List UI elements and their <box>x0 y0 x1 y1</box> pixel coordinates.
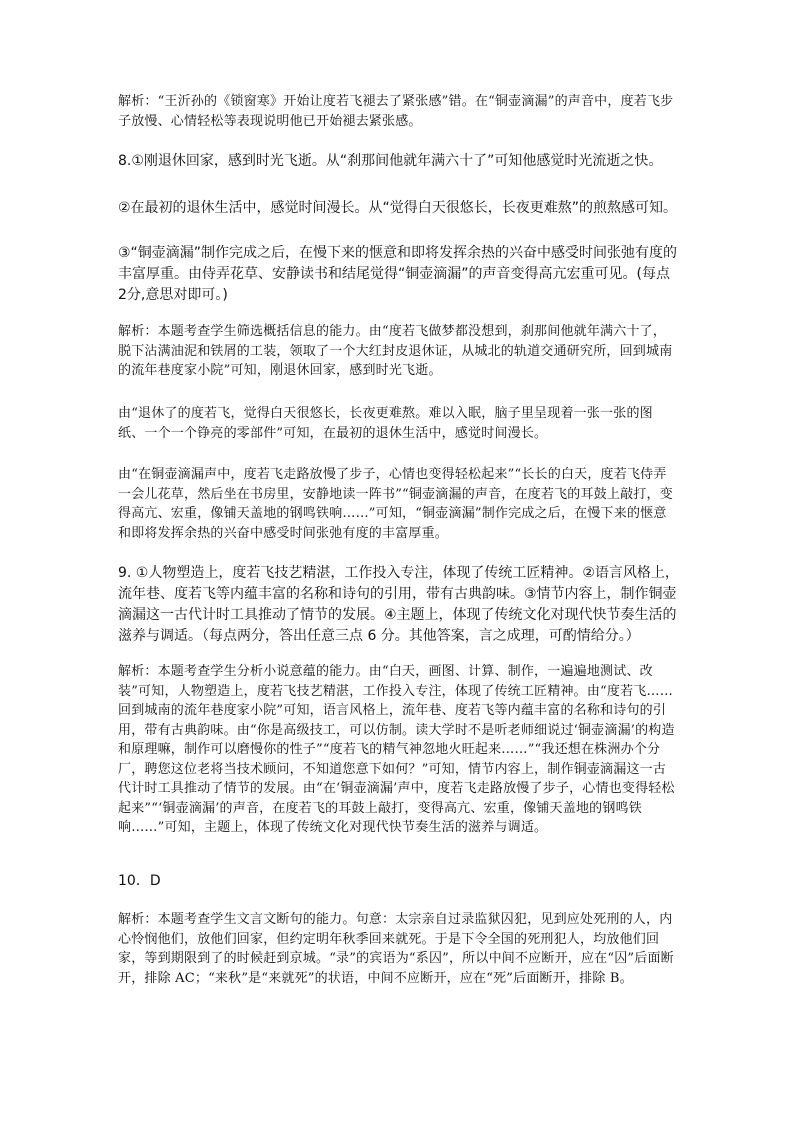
explanation-8-part-2: 由“退休了的度若飞，觉得白天很悠长，长夜更难熬。难以入眠，脑子里呈现着一张一张的图纸、一个一个铮亮的零部件”可知，在最初的退休生活中，感觉时间漫长。 <box>118 406 653 441</box>
explanation-9: 解析：本题考查学生分析小说意蕴的能力。由“白天，画图、计算、制作，一遍遍地测试、改装”可知，人物塑造上，度若飞技艺精湛，工作投入专注，体现了传统工匠精神。由“度若飞……回到城南的流年巷度家小院”可知，语言风格上，流年巷、度若飞等内蕴丰富的名称和诗句的引用，带有古典韵味。由“你是高级技工，可以仿制。读大学时不是听老师细说过‘铜壶滴漏’的构造和原理嘛，制作可以磨慢你的性子”“度若飞的精气神忽地火旺起来……”“我还想在株洲办个分厂，聘您这位老将当技术顾问，不知道您意下如何？”可知，情节内容上，制作铜壶滴漏这一古代计时工具推动了情节的发展。由“在‘铜壶滴漏’声中，度若飞走路放慢了步子，心情也变得轻松起来”“‘铜壶滴漏’的声音，在度若飞的耳鼓上敲打，变得高亢、宏重，像铺天盖地的钢鸣铁响……”可知，主题上，体现了传统文化对现代快节奏生活的滋养与调适。 <box>118 664 675 835</box>
explanation-8-part-3: 由“在铜壶滴漏声中，度若飞走路放慢了步子，心情也变得轻松起来”“长长的白天，度若飞侍弄一会儿花草，然后坐在书房里，安静地读一阵书”“铜壶滴漏的声音，在度若飞的耳鼓上敲打，变得高亢、宏重，像铺天盖地的钢鸣铁响……”可知，“铜壶滴漏”制作完成之后，在慢下来的惬意和即将发挥余热的兴奋中感受时间张弛有度的丰富厚重。 <box>118 467 673 541</box>
explanation-10: 解析：本题考查学生文言文断句的能力。句意：太宗亲自过录监狱囚犯，见到应处死刑的人，内心怜悯他们，放他们回家，但约定明年秋季回来就死。于是下令全国的死刑犯人，均放他们回家，等到期限到了的时候赶到京城。“录”的宾语为“系囚”，所以中间不应断开，应在“囚”后面断开，排除 AC；“来秋”是“来就死”的状语，中间不应断开，应在“死”后面断开，排除 B。 <box>118 912 674 986</box>
answer-8-point-3: ③“铜壶滴漏”制作完成之后，在慢下来的惬意和即将发挥余热的兴奋中感受时间张弛有度的丰富厚重。由侍弄花草、安静读书和结尾觉得“铜壶滴漏”的声音变得高亢宏重可见。(每点2分,意思对即可。) <box>118 245 678 303</box>
answer-8-point-1: 8.①刚退休回家，感到时光飞逝。从“刹那间他就年满六十了”可知他感觉时光流逝之快。 <box>118 153 663 169</box>
explanation-8-part-1: 解析：本题考查学生筛选概括信息的能力。由“度若飞做梦都没想到，刹那间他就年满六十了，脱下沾满油泥和铁屑的工装，领取了一个大红封皮退休证，从城北的轨道交通研究所，回到城南的流年巷度家小院”可知，刚退休回家，感到时光飞逝。 <box>118 324 673 378</box>
explanation-paragraph-7: 解析：“王沂孙的《锁窗寒》开始让度若飞褪去了紧张感”错。在“铜壶滴漏”的声音中，度若飞步子放慢、心情轻松等表现说明他已开始褪去紧张感。 <box>118 94 674 129</box>
answer-10: 10．D <box>118 873 161 889</box>
answer-9: 9. ①人物塑造上，度若飞技艺精湛，工作投入专注，体现了传统工匠精神。②语言风格上，流年巷、度若飞等内蕴丰富的名称和诗句的引用，带有古典韵味。③情节内容上，制作铜壶滴漏这一古代计时工具推动了情节的发展。④主题上，体现了传统文化对现代快节奏生活的滋养与调适。（每点两分，答出任意三点 6 分。其他答案，言之成理，可酌情给分。） <box>118 565 679 644</box>
answer-8-point-2: ②在最初的退休生活中，感觉时间漫长。从“觉得白天很悠长，长夜更难熬”的煎熬感可知。 <box>118 200 678 216</box>
